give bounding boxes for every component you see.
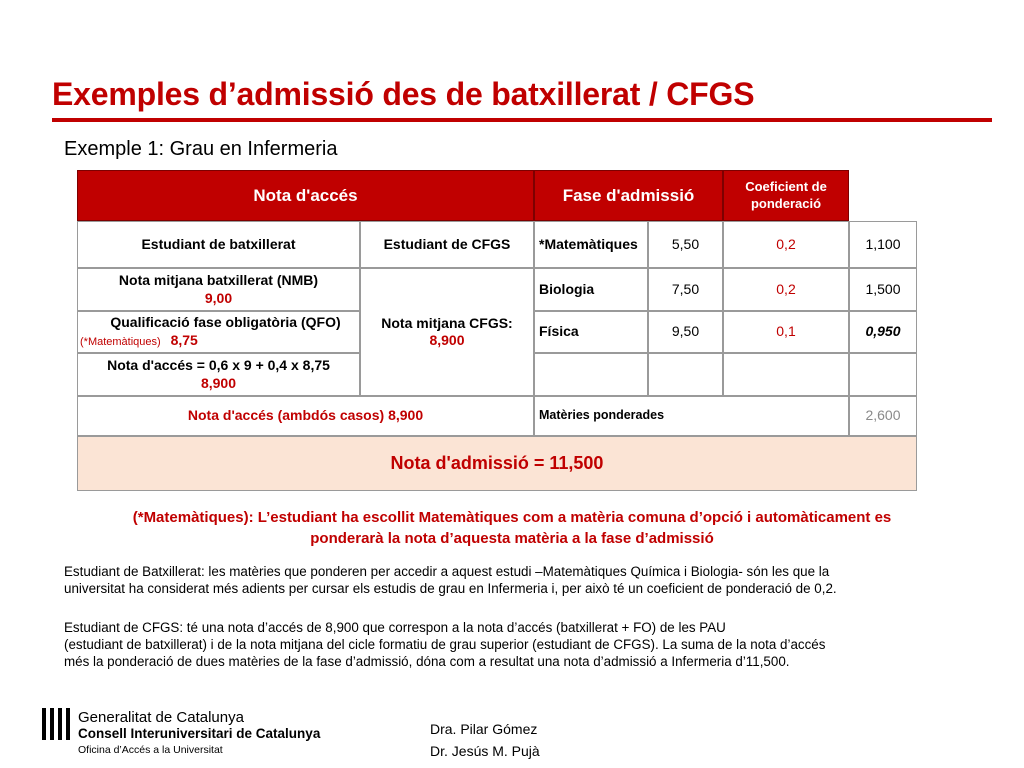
header-coeficient <box>723 170 849 221</box>
authors-block <box>430 718 540 762</box>
access-both-cases: Nota d'accés (ambdós casos) 8,900 <box>77 396 534 436</box>
grade-cell-2: 7,50 <box>648 268 723 311</box>
qfo-note: (*Matemàtiques) <box>80 335 161 348</box>
cfgs-explanation-line2: (estudiant de batxillerat) i de la nota mitjana del cicle formatiu de grau superior (estudiant de CFGS). La suma de la nota d’accés <box>64 637 826 652</box>
empty-cell <box>648 353 723 396</box>
cfgs-header-cell: Estudiant de CFGS <box>360 221 534 268</box>
cfgs-average-cell <box>360 268 534 396</box>
result-cell-1: 1,100 <box>849 221 917 268</box>
cfgs-explanation-line1: Estudiant de CFGS: té una nota d’accés de 8,900 que correspon a la nota d’accés (batxillerat + FO) de les PAU <box>64 620 726 635</box>
weighted-subjects-label: Matèries ponderades <box>534 396 849 436</box>
footnote-line2: ponderarà la nota d’aquesta matèria a la fase d’admissió <box>310 530 714 547</box>
empty-cell <box>534 353 648 396</box>
cfgs-label: Nota mitjana CFGS: <box>381 314 513 331</box>
org-generalitat: Generalitat de Catalunya <box>78 709 244 726</box>
example-subtitle: Exemple 1: Grau en Infermeria <box>64 138 338 160</box>
coef-cell-2: 0,2 <box>723 268 849 311</box>
subject-cell-1: *Matemàtiques <box>534 221 648 268</box>
batx-explanation <box>64 563 974 597</box>
author-1: Dra. Pilar Gómez <box>430 721 538 737</box>
subject-cell-3: Física <box>534 311 648 353</box>
batx-explanation-line2: universitat ha considerat més adients per cursar els estudis de grau en Infermeria i, per això té un coeficient de ponderació de 0,2. <box>64 581 837 596</box>
coef-cell-1: 0,2 <box>723 221 849 268</box>
header-coeficient-line2: ponderació <box>750 195 822 211</box>
nmb-cell <box>77 268 360 311</box>
organization-block <box>78 710 320 758</box>
result-cell-2: 1,500 <box>849 268 917 311</box>
formula-text: Nota d'accés = 0,6 x 9 + 0,4 x 8,75 <box>107 357 330 373</box>
empty-cell <box>723 353 849 396</box>
subject-cell-2: Biologia <box>534 268 648 311</box>
empty-cell <box>849 353 917 396</box>
header-nota-acces: Nota d'accés <box>77 170 534 221</box>
qfo-label: Qualificació fase obligatòria (QFO) <box>110 314 341 331</box>
batx-header-cell: Estudiant de batxillerat <box>77 221 360 268</box>
formula-value: 8,900 <box>200 374 237 391</box>
footnote-line1: (*Matemàtiques): L’estudiant ha escollit Matemàtiques com a matèria comuna d’opció i automàticament es <box>132 509 892 526</box>
cfgs-explanation-line3: més la ponderació de dues matèries de la fase d’admissió, dóna com a resultat una nota d’admissió a Infermeria d’11,500. <box>64 654 790 669</box>
grade-cell-1: 5,50 <box>648 221 723 268</box>
header-coeficient-line1: Coeficient de <box>745 179 827 195</box>
generalitat-logo-icon <box>42 708 70 740</box>
cfgs-value: 8,900 <box>429 332 465 348</box>
nmb-label: Nota mitjana batxillerat (NMB) <box>118 272 319 288</box>
batx-explanation-line1: Estudiant de Batxillerat: les matèries que ponderen per accedir a aquest estudi –Matemàtiques Química i Biologia- són les que la <box>64 564 830 579</box>
page-title: Exemples d’admissió des de batxillerat / CFGS <box>52 76 755 112</box>
qfo-value: 8,75 <box>170 331 198 348</box>
title-underline <box>52 118 992 122</box>
weighted-total: 2,600 <box>849 396 917 436</box>
header-fase-admissio: Fase d'admissió <box>534 170 723 221</box>
admission-total: Nota d'admissió = 11,500 <box>77 436 917 491</box>
grade-cell-3: 9,50 <box>648 311 723 353</box>
nmb-value: 9,00 <box>204 289 233 306</box>
org-consell: Consell Interuniversitari de Catalunya <box>78 726 321 741</box>
coef-cell-3: 0,1 <box>723 311 849 353</box>
cfgs-explanation <box>64 619 974 670</box>
author-2: Dr. Jesús M. Pujà <box>430 743 540 759</box>
result-cell-3: 0,950 <box>849 311 917 353</box>
formula-cell <box>77 353 360 396</box>
org-oficina: Oficina d’Accés a la Universitat <box>78 744 223 756</box>
mathematics-footnote <box>60 507 964 549</box>
qfo-cell <box>77 311 360 353</box>
